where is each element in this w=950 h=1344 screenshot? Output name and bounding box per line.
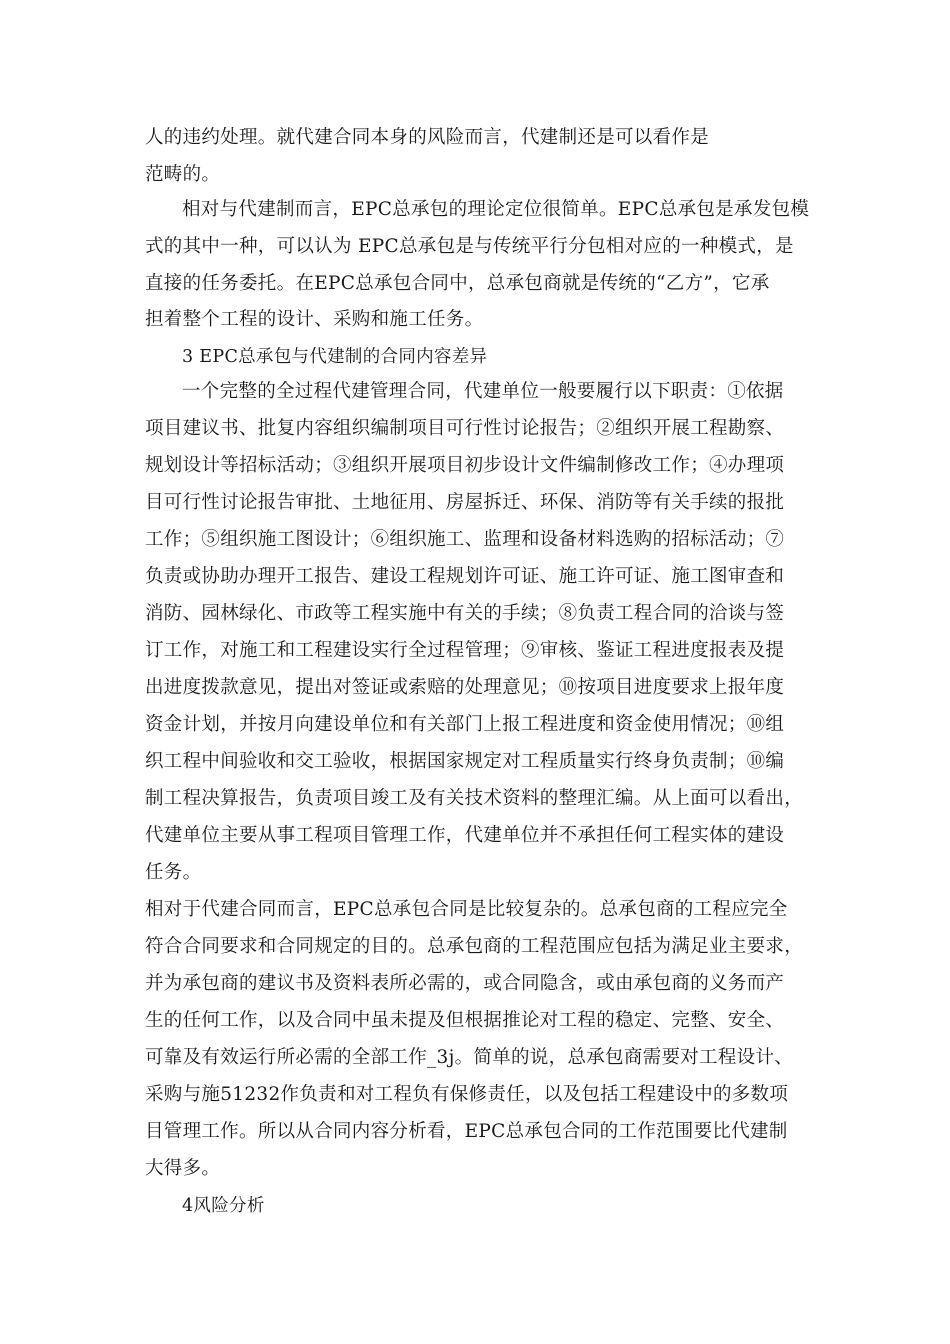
paragraph-line: 订工作，对施工和工程建设实行全过程管理；⑨审核、鉴证工程进度报表及提: [145, 640, 785, 661]
paragraph-line: 范畴的。: [145, 164, 221, 185]
paragraph-line: 织工程中间验收和交工验收，根据国家规定对工程质量实行终身负责制；⑩编: [145, 751, 785, 772]
paragraph-line: 相对于代建合同而言，EPC总承包合同是比较复杂的。总承包商的工程应完全: [145, 899, 788, 920]
paragraph-line: 可靠及有效运行所必需的全部工作_3j。简单的说，总承包商需要对工程设计、: [145, 1047, 794, 1068]
paragraph-line: 符合合同要求和合同规定的目的。总承包商的工程范围应包括为满足业主要求，: [145, 936, 804, 957]
paragraph-line: 目管理工作。所以从合同内容分析看，EPC总承包合同的工作范围要比代建制: [145, 1121, 788, 1142]
paragraph-line: 工作；⑤组织施工图设计；⑥组织施工、监理和设备材料选购的招标活动；⑦: [145, 529, 785, 550]
paragraph-line: 一个完整的全过程代建管理合同，代建单位一般要履行以下职责：①依据: [182, 381, 784, 402]
paragraph-line: 生的任何工作，以及合同中虽未提及但根据推论对工程的稳定、完整、安全、: [145, 1010, 785, 1031]
paragraph-line: 任务。: [145, 862, 202, 883]
paragraph-line: 相对与代建制而言，EPC总承包的理论定位很简单。EPC总承包是承发包模: [182, 199, 810, 220]
paragraph-line: 大得多。: [145, 1158, 221, 1179]
paragraph-line: 规划设计等招标活动；③组织开展项目初步设计文件编制修改工作；④办理项: [145, 455, 785, 476]
paragraph-line: 项目建议书、批复内容组织编制项目可行性讨论报告；②组织开展工程勘察、: [145, 418, 785, 439]
paragraph-line: 负责或协助办理开工报告、建设工程规划许可证、施工许可证、施工图审查和: [145, 566, 785, 587]
paragraph-line: 目可行性讨论报告审批、土地征用、房屋拆迁、环保、消防等有关手续的报批: [145, 492, 785, 513]
paragraph-line: 担着整个工程的设计、采购和施工任务。: [145, 309, 484, 330]
paragraph-line: 资金计划，并按月向建设单位和有关部门上报工程进度和资金使用情况；⑩组: [145, 714, 785, 735]
paragraph-line: 消防、园林绿化、市政等工程实施中有关的手续；⑧负责工程合同的洽谈与签: [145, 603, 785, 624]
paragraph-line: 制工程决算报告，负责项目竣工及有关技术资料的整理汇编。从上面可以看出，: [145, 788, 804, 809]
section-heading: 4风险分析: [182, 1196, 265, 1216]
paragraph-line: 式的其中一种，可以认为 EPC总承包是与传统平行分包相对应的一种模式，是: [145, 236, 794, 257]
paragraph-line: 出进度拨款意见，提出对签证或索赔的处理意见；⑩按项目进度要求上报年度: [145, 677, 785, 698]
paragraph-line: 人的违约处理。就代建合同本身的风险而言，代建制还是可以看作是: [145, 127, 710, 148]
section-heading: 3 EPC总承包与代建制的合同内容差异: [182, 347, 488, 367]
paragraph-line: 直接的任务委托。在EPC总承包合同中，总承包商就是传统的“乙方”，它承: [145, 273, 770, 294]
paragraph-line: 采购与施51232作负责和对工程负有保修责任，以及包括工程建设中的多数项: [145, 1084, 789, 1105]
paragraph-line: 并为承包商的建议书及资料表所必需的，或合同隐含，或由承包商的义务而产: [145, 973, 785, 994]
paragraph-line: 代建单位主要从事工程项目管理工作，代建单位并不承担任何工程实体的建设: [145, 825, 785, 846]
